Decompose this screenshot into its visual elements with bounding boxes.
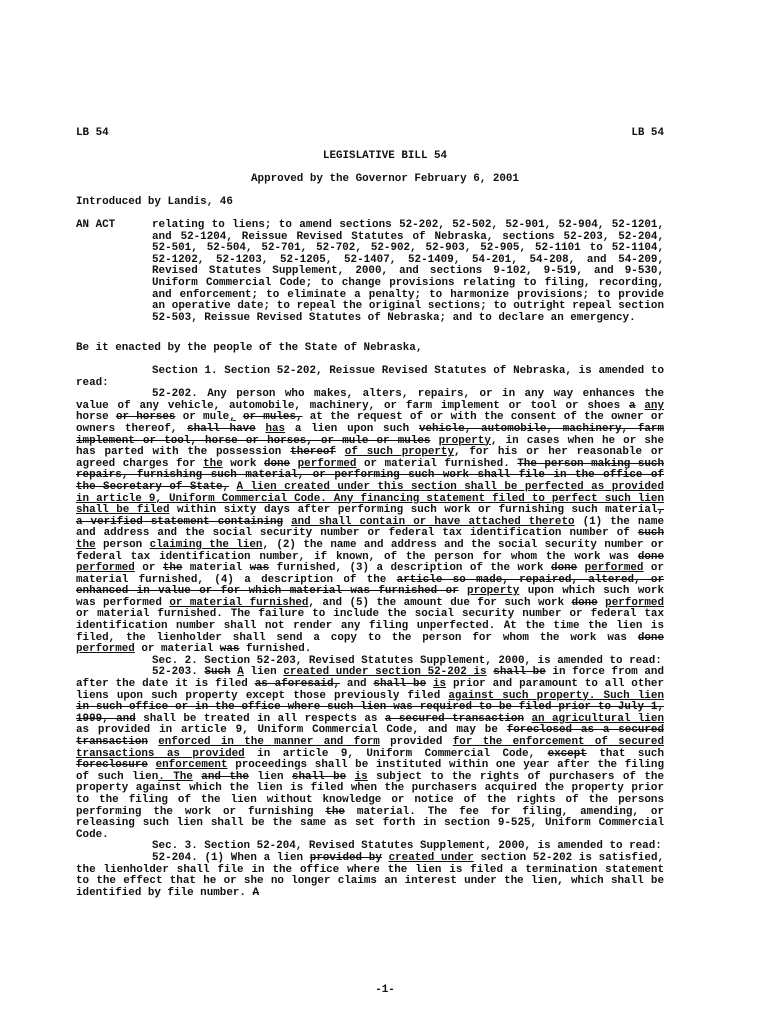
- inserted-text: ,: [229, 411, 236, 424]
- inserted-text: any: [644, 399, 664, 412]
- statute-text: shall be treated in all respects as: [135, 712, 385, 725]
- inserted-text: performed: [584, 562, 644, 575]
- statute-text: a lien upon such: [285, 422, 419, 435]
- stricken-text: vehicle, automobile, machinery, farm implement or tool, horse or horses, or mule or mules: [76, 422, 665, 447]
- stricken-text: The person making such repairs, furnishing such material, or performing such work shall file in the office of the Secretary of State,: [76, 457, 664, 493]
- inserted-text: the: [76, 538, 96, 551]
- statute-text: material: [182, 562, 250, 575]
- statute-text: [229, 481, 236, 493]
- statute-text: lien: [248, 770, 292, 783]
- statute-text: [577, 562, 584, 574]
- statute-text: [236, 411, 243, 423]
- statute-text: , in cases when he or she has parted with the possession: [76, 434, 664, 459]
- approval-line: Approved by the Governor February 6, 2001: [251, 173, 519, 185]
- stricken-text: was: [249, 562, 270, 575]
- inserted-text: has: [265, 422, 286, 435]
- statute-text: upon which such work was performed: [76, 585, 664, 609]
- statute-text: work: [222, 457, 264, 470]
- act-lead: AN ACT: [76, 219, 116, 231]
- stricken-text: foreclosed as a secured transaction: [76, 724, 664, 748]
- inserted-text: for the enforcement of secured transactions as provided: [76, 736, 665, 760]
- stricken-text: thereof: [290, 446, 336, 459]
- stricken-text: shall be: [291, 770, 347, 783]
- statute-text: within sixty days after performing such work or furnishing such material: [169, 504, 658, 517]
- section-3-heading: Sec. 3. Section 52-204, Revised Statutes Supplement, 2000, is amended to read:: [152, 840, 662, 853]
- stricken-text: article so made, repaired, altered, or enhanced in value or for which material was furnished or: [76, 573, 664, 598]
- statute-text: lien: [243, 666, 284, 679]
- statute-text: and: [340, 678, 374, 691]
- statute-text: in force from and after the date it is filed: [76, 666, 664, 691]
- statute-text: prior and paramount to all other liens upon such property except those previously filed: [76, 678, 664, 702]
- stricken-text: done: [637, 631, 664, 644]
- statute-text: 52-203.: [152, 666, 205, 679]
- statute-text: 52-204. (1) When a lien: [152, 851, 310, 864]
- section-2-heading: Sec. 2. Section 52-203, Revised Statutes Supplement, 2000, is amended to read:: [152, 654, 662, 667]
- statute-text: , and (5) the amount due for such work: [308, 596, 572, 609]
- statute-text: subject to the rights of purchasers of the property against which the lien is filed when the purchasers acquired the property prior to the filing of the lien without knowledge or notice of the rights of the persons performing the work or furnishing: [76, 770, 664, 818]
- statute-text: horse: [76, 411, 116, 424]
- inserted-text: is: [433, 678, 447, 691]
- inserted-text: performed: [605, 596, 664, 609]
- act-body: relating to liens; to amend sections 52-202, 52-502, 52-901, 52-904, 52-1201, and 52-1204, Reissue Revised Statutes of Nebraska, sections 52-203, 52-204, 52-501, 52-504, 52-701, 52-702, 52-902, 52-903, 52-905, 52-1101 to 52-1104, 52-1202, 52-1203, 52-1205, 52-1407, 52-1409, 54-201, 54-208, and 54-209, Revised Statutes Supplement, 2000, and sections 9-102, 9-519, and 9-530, Uniform Commercial Code; to change provisions relating to filing, recording, and enforcement; to eliminate a penalty; to harmonize provisions; to provide an operative date; to repeal the original sections; to outright repeal section 52-503, Reissue Revised Statutes of Nebraska; and to declare an emergency.: [152, 219, 664, 324]
- statute-text: material. The fee for filing, amending, or releasing such lien shall be the same as set forth in section 9-525, Uniform Commercial Code.: [76, 805, 664, 841]
- statute-text: [459, 585, 467, 597]
- stricken-text: a secured transaction: [384, 712, 524, 725]
- stricken-text: or horses: [115, 411, 176, 424]
- statute-text: or material furnished, (4) a description of the: [76, 562, 664, 586]
- inserted-text: against such property. Such lien: [448, 689, 664, 702]
- statute-text: [430, 435, 438, 447]
- section-1-text: [76, 389, 664, 656]
- running-header: [76, 128, 664, 140]
- statute-text: person: [95, 538, 150, 551]
- stricken-text: done: [263, 457, 291, 470]
- statute-text: [148, 759, 156, 771]
- stricken-text: the: [162, 562, 183, 575]
- statute-text: proceedings shall be instituted within one year after the filing of such lien: [76, 759, 664, 783]
- inserted-text: an agricultural lien: [531, 712, 664, 725]
- act-paragraph: [76, 220, 664, 324]
- stricken-text: or mules,: [242, 411, 303, 424]
- stricken-text: done: [551, 562, 578, 575]
- statute-text: [346, 771, 354, 783]
- section-1-heading: Section 1. Section 52-202, Reissue Revised Statutes of Nebraska, is amended to read:: [76, 365, 664, 389]
- stricken-text: shall be: [493, 666, 546, 679]
- section-3-text: [76, 853, 664, 899]
- inserted-text: A: [237, 666, 244, 679]
- inserted-text: or material furnished: [169, 596, 309, 609]
- inserted-text: and shall contain or have attached thereto: [291, 515, 575, 528]
- stricken-text: provided by: [309, 851, 382, 864]
- introduced-line: Introduced by Landis, 46: [76, 196, 233, 208]
- statute-text: at the request of or with the consent of the owner or owners thereof,: [76, 411, 664, 435]
- stricken-text: shall have: [187, 422, 256, 435]
- stricken-text: in such office or in the office where such lien was required to be filed prior to July 1, 1999, and: [76, 701, 664, 725]
- statute-text: or: [134, 562, 163, 575]
- statute-text: in article 9, Uniform Commercial Code,: [244, 747, 548, 760]
- statute-text: , for his or her reasonable or agreed charges for: [76, 446, 664, 470]
- header-right: LB 54: [631, 127, 664, 139]
- inserted-text: created under section 52-202 is: [283, 666, 487, 679]
- inserted-text: of such property: [344, 446, 454, 459]
- statute-text: or material furnished. The failure to include the social security number or federal tax identification number shall not render any filing unperfected. At the time the lien is filed, the lienholder shall send a copy to the person for whom the work was: [76, 608, 664, 644]
- stricken-text: shall be: [373, 678, 427, 691]
- bill-sections: [76, 366, 664, 899]
- stricken-text: A: [252, 886, 260, 899]
- statute-text: or material furnished.: [356, 457, 518, 470]
- page-number: -1-: [375, 984, 395, 996]
- statute-text: [426, 678, 433, 690]
- statute-text: (1) the name and address and the social security number or federal tax identification number of: [76, 515, 664, 540]
- statute-text: section 52-202 is satisfied, the lienholder shall file in the office where the lien is filed a termination statement to the effect that he or she no longer claims an interest under the lien, which shall be identified by file number.: [76, 851, 665, 899]
- inserted-text: is: [354, 770, 368, 783]
- statute-text: provided: [379, 736, 453, 748]
- stricken-text: done: [637, 550, 664, 563]
- inserted-text: property: [467, 585, 520, 598]
- statute-text: [336, 446, 345, 458]
- statute-text: [283, 516, 291, 528]
- inserted-text: performed: [76, 643, 135, 656]
- statute-text: or mule: [175, 411, 230, 424]
- inserted-text: . The: [158, 770, 193, 783]
- stricken-text: such: [637, 527, 664, 540]
- stricken-text: done: [571, 596, 598, 609]
- statute-text: [148, 736, 158, 748]
- statute-text: furnished.: [239, 643, 312, 656]
- stricken-text: and the: [201, 770, 249, 783]
- inserted-text: A lien created under this section shall be perfected as provided in article 9, Uniform Commercial Code. Any financing statement filed to perfect such lien shall be filed: [76, 480, 664, 517]
- stricken-text: except: [547, 747, 587, 760]
- statute-text: , (2) the name and address and the social security number or federal tax identification number, if known, of the person for whom the work was: [76, 538, 664, 563]
- stricken-text: , a verified statement containing: [76, 504, 664, 528]
- section-2-text: [76, 667, 664, 841]
- enacting-clause: Be it enacted by the people of the State of Nebraska,: [76, 342, 423, 354]
- inserted-text: enforced in the manner and form: [158, 736, 380, 748]
- header-left: LB 54: [76, 127, 109, 139]
- statute-text: as provided in article 9, Uniform Commercial Code, and may be: [76, 724, 507, 737]
- statute-text: furnished, (3) a description of the work: [269, 562, 552, 575]
- statute-text: [290, 458, 298, 470]
- inserted-text: created under: [388, 851, 474, 864]
- inserted-text: enforcement: [155, 759, 228, 772]
- bill-title: LEGISLATIVE BILL 54: [322, 150, 448, 162]
- stricken-text: as aforesaid,: [254, 678, 341, 691]
- stricken-text: was: [219, 643, 240, 656]
- statute-text: or material: [134, 643, 220, 656]
- stricken-text: the: [325, 805, 345, 818]
- stricken-text: foreclosure: [76, 759, 148, 772]
- statute-text: [256, 423, 266, 435]
- statute-text: that such: [586, 747, 664, 760]
- inserted-text: the: [203, 457, 223, 470]
- inserted-text: performed: [76, 562, 135, 575]
- inserted-text: performed: [297, 457, 357, 470]
- statute-text: 52-202. Any person who makes, alters, repairs, or in any way enhances the value of any vehicle, automobile, machinery, or farm implement or tool or shoes: [76, 388, 664, 412]
- statute-text: [382, 852, 389, 864]
- stricken-text: Such: [204, 666, 231, 679]
- inserted-text: claiming the lien: [149, 538, 263, 551]
- stricken-text: a: [628, 399, 636, 412]
- inserted-text: property: [438, 434, 491, 447]
